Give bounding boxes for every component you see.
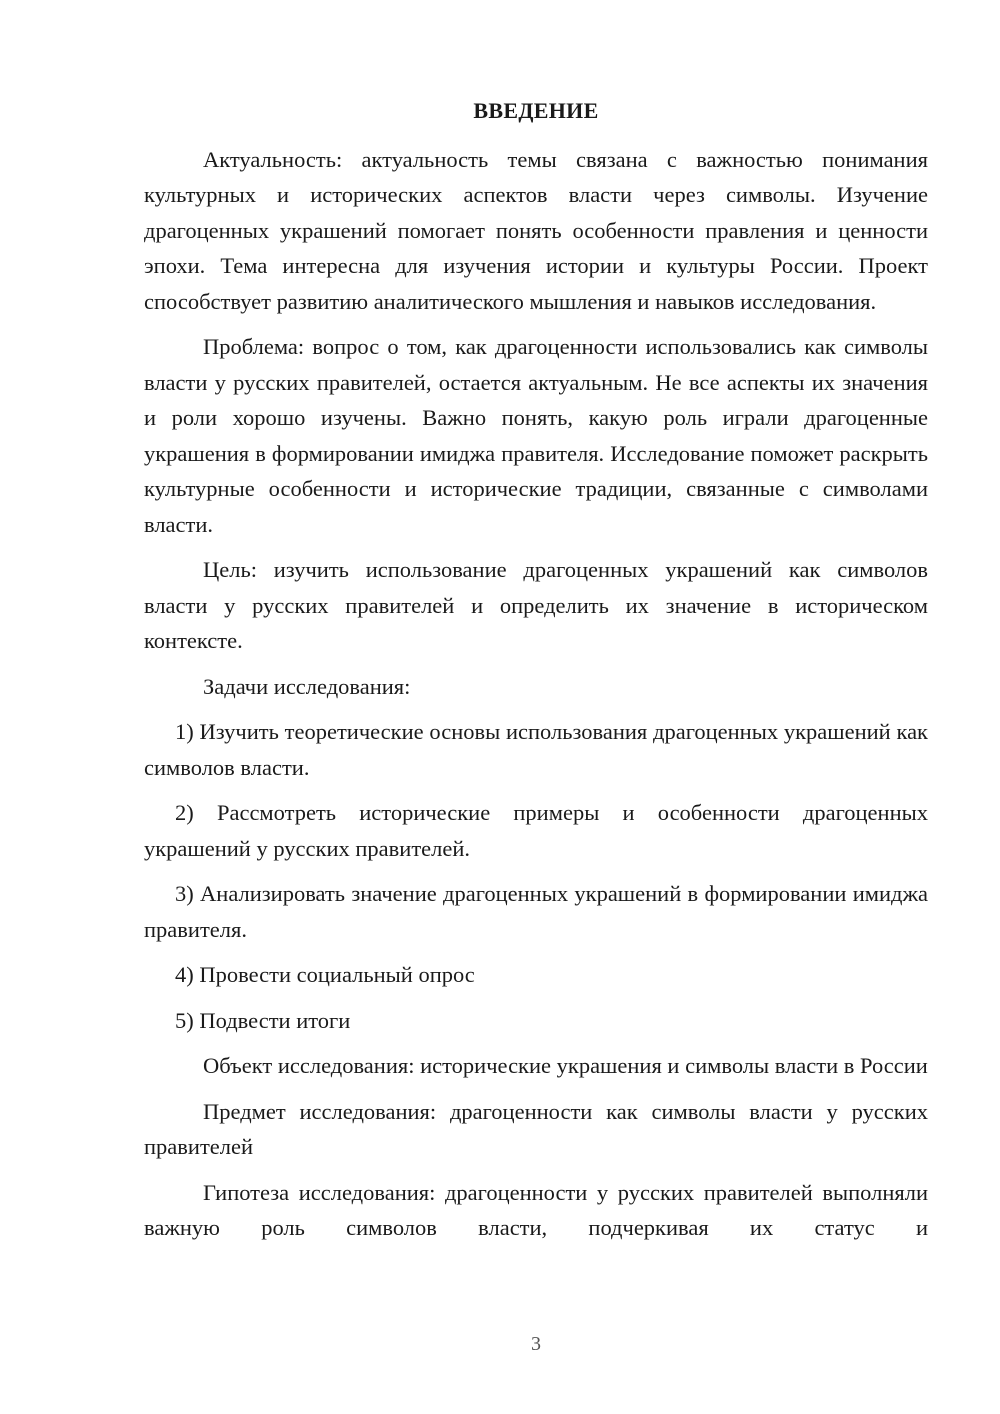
document-body — [144, 93, 928, 1256]
task-item-4: 4) Провести социальный опрос — [175, 962, 475, 987]
tasks-heading: Задачи исследования: — [203, 673, 411, 699]
page-number: 3 — [531, 1333, 541, 1355]
hypothesis-paragraph: Гипотеза исследования: драгоценности у русских правителей выполняли важную роль символов власти, подчеркивая их статус и — [144, 1179, 928, 1240]
task-item-3: 3) Анализировать значение драгоценных украшений в формировании имиджа правителя. — [144, 881, 928, 942]
section-title: ВВЕДЕНИЕ — [473, 98, 599, 123]
goal-paragraph: Цель: изучить использование драгоценных украшений как символов власти у русских правителей и определить их значение в историческом контексте. — [144, 557, 928, 653]
subject-paragraph: Предмет исследования: драгоценности как символы власти у русских правителей — [144, 1098, 928, 1159]
problem-paragraph: Проблема: вопрос о том, как драгоценности использовались как символы власти у русских правителей, остается актуальным. Не все аспекты их значения и роли хорошо изучены. Важно понять, какую роль играли драгоценные украшения в формировании имиджа правителя. Исследование поможет раскрыть культурные особенности и исторические традиции, связанные с символами власти. — [144, 334, 928, 537]
relevance-paragraph: Актуальность: актуальность темы связана с важностью понимания культурных и исторических аспектов власти через символы. Изучение драгоценных украшений помогает понять особенности правления и ценности эпохи. Тема интересна для изучения истории и культуры России. Проект способствует развитию аналитического мышления и навыков исследования. — [144, 146, 928, 314]
task-item-5: 5) Подвести итоги — [175, 1007, 351, 1033]
object-paragraph: Объект исследования: исторические украшения и символы власти в России — [203, 1053, 928, 1078]
task-item-1: 1) Изучить теоретические основы использования драгоценных украшений как символов власти. — [144, 719, 928, 780]
task-item-2: 2) Рассмотреть исторические примеры и особенности драгоценных украшений у русских правителей. — [144, 800, 928, 861]
